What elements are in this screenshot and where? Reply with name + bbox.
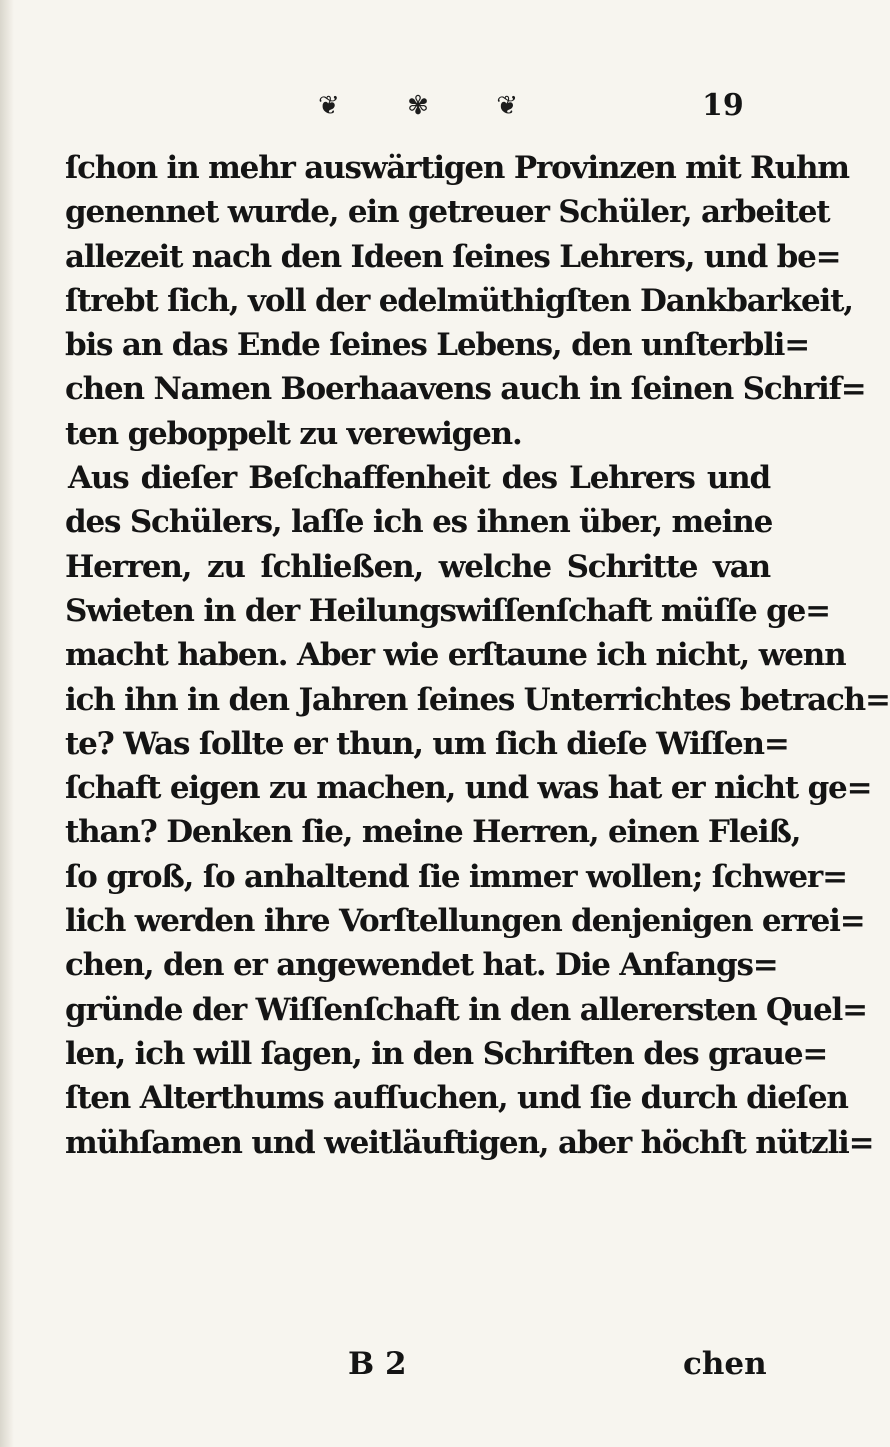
text-line: ſchon in mehr auswärtigen Provinzen mit Ruhm — [65, 150, 849, 186]
text-line: than? Denken ſie, meine Herren, einen Fleiß, — [65, 814, 801, 851]
text-line: lich werden ihre Vorſtellungen denjenigen errei= — [65, 903, 865, 940]
text-line: Aus dieſer Beſchaffenheit des Lehrers und — [68, 460, 770, 497]
text-line: ſchaft eigen zu machen, und was hat er nicht ge= — [65, 770, 872, 807]
page-footer — [0, 1341, 800, 1387]
ornament-right-icon: ❦ — [496, 91, 518, 121]
text-line: macht haben. Aber wie erſtaune ich nicht, wenn — [65, 637, 846, 674]
text-line: bis an das Ende ſeines Lebens, den unſterbli= — [65, 327, 810, 364]
body-text — [65, 146, 890, 1165]
ornament-center-icon: ✾ — [407, 91, 429, 121]
text-line: ſten Alterthums aufſuchen, und ſie durch dieſen — [65, 1080, 848, 1117]
page-number: 19 — [702, 88, 744, 123]
text-line: allezeit nach den Ideen ſeines Lehrers, und be= — [65, 238, 841, 275]
page-binding-edge — [0, 0, 14, 1447]
ornament-left-icon: ❦ — [318, 91, 340, 121]
text-line: mühſamen und weitläuftigen, aber höchſt nützli= — [65, 1124, 874, 1161]
text-line: len, ich will ſagen, in den Schriften des graue= — [65, 1035, 828, 1072]
text-line: gründe der Wiſſenſchaft in den allerersten Quel= — [65, 991, 867, 1028]
text-line: chen, den er angewendet hat. Die Anfangs= — [65, 947, 778, 984]
catchword: chen — [683, 1346, 767, 1382]
text-line: ten geboppelt zu verewigen. — [65, 415, 522, 452]
text-line: chen Namen Boerhaavens auch in ſeinen Schrif= — [65, 371, 866, 408]
text-line: ſtrebt ſich, voll der edelmüthigſten Dankbarkeit, — [65, 282, 853, 319]
header-ornaments — [318, 88, 518, 124]
page-header — [0, 88, 800, 128]
text-line: ſo groß, ſo anhaltend ſie immer wollen; ſchwer= — [65, 858, 847, 895]
text-line: Herren, zu ſchließen, welche Schritte van — [65, 548, 770, 585]
text-line: ich ihn in den Jahren ſeines Unterrichtes betrach= — [65, 681, 890, 718]
signature-mark: B 2 — [348, 1346, 407, 1382]
text-line: des Schülers, laſſe ich es ihnen über, meine — [65, 504, 773, 541]
text-line: te? Was ſollte er thun, um ſich dieſe Wiſſen= — [65, 725, 789, 762]
text-line: genennet wurde, ein getreuer Schüler, arbeitet — [65, 194, 830, 231]
text-line: Swieten in der Heilungswiſſenſchaft müſſe ge= — [65, 592, 830, 629]
